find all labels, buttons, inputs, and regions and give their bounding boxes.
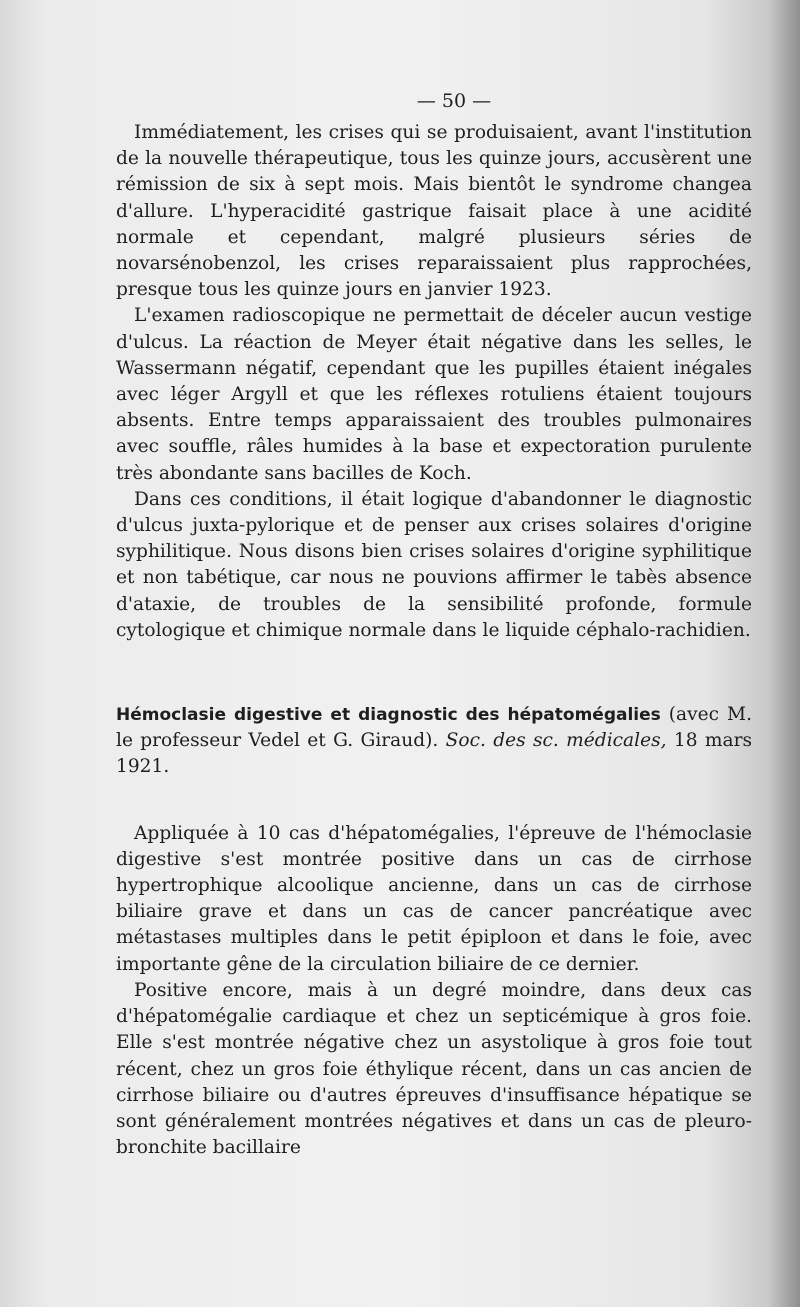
section-heading: [116, 702, 752, 781]
paragraph: Positive encore, mais à un degré moindre, dans deux cas d'hépatomégalie cardiaque et chez un septicémique à gros foie. Elle s'est montrée négative chez un asystolique à gros foie tout récent, chez un gros foie éthylique récent, dans un cas ancien de cirrhose biliaire ou d'autres épreuves d'insuffisance hépatique se sont généralement montrées négatives et dans un cas de pleuro-bronchite bacillaire: [116, 979, 752, 1159]
section-spacer: [116, 644, 752, 702]
paragraph: Appliquée à 10 cas d'hépatomégalies, l'épreuve de l'hémoclasie digestive s'est montrée positive dans un cas de cirrhose hypertrophique alcoolique ancienne, dans un cas de cirrhose biliaire grave et dans un cas de cancer pancréatique avec métastases multiples dans le petit épiploon et dans le foie, avec importante gêne de la circulation biliaire de ce dernier.: [116, 822, 752, 975]
section-journal: Soc. des sc. médicales,: [445, 730, 667, 752]
page-content: [116, 88, 752, 1161]
section-spacer: [116, 781, 752, 821]
paragraph: Dans ces conditions, il était logique d'abandonner le diagnostic d'ulcus juxta-pylorique et de penser aux crises solaires d'origine syphilitique. Nous disons bien crises solaires d'origine syphilitique et non tabétique, car nous ne pouvions affirmer le tabès absence d'ataxie, de troubles de la sensibilité profonde, formule cytologique et chimique normale dans le liquide céphalo-rachidien.: [116, 488, 752, 641]
section-authors: (avec M. le professeur Vedel et G. Giraud).: [116, 704, 752, 752]
section-date: 18 mars 1921.: [116, 730, 752, 778]
section-title: Hémoclasie digestive et diagnostic des hépatomégalies: [116, 705, 661, 726]
page-number: — 50 —: [416, 90, 492, 112]
paragraph: Immédiatement, les crises qui se produisaient, avant l'institution de la nouvelle thérapeutique, tous les quinze jours, accusèrent une rémission de six à sept mois. Mais bientôt le syndrome changea d'allure. L'hyperacidité gastrique faisait place à une acidité normale et cependant, malgré plusieurs séries de novarsénobenzol, les crises reparaissaient plus rapprochées, presque tous les quinze jours en janvier 1923.: [116, 122, 752, 301]
paragraph: L'examen radioscopique ne permettait de déceler aucun vestige d'ulcus. La réaction de Meyer était négative dans les selles, le Wassermann négatif, cependant que les pupilles étaient inégales avec léger Argyll et que les réflexes rotuliens étaient toujours absents. Entre temps apparaissaient des troubles pulmonaires avec souffle, râles humides à la base et expectoration purulente très abondante sans bacilles de Koch.: [116, 305, 752, 484]
